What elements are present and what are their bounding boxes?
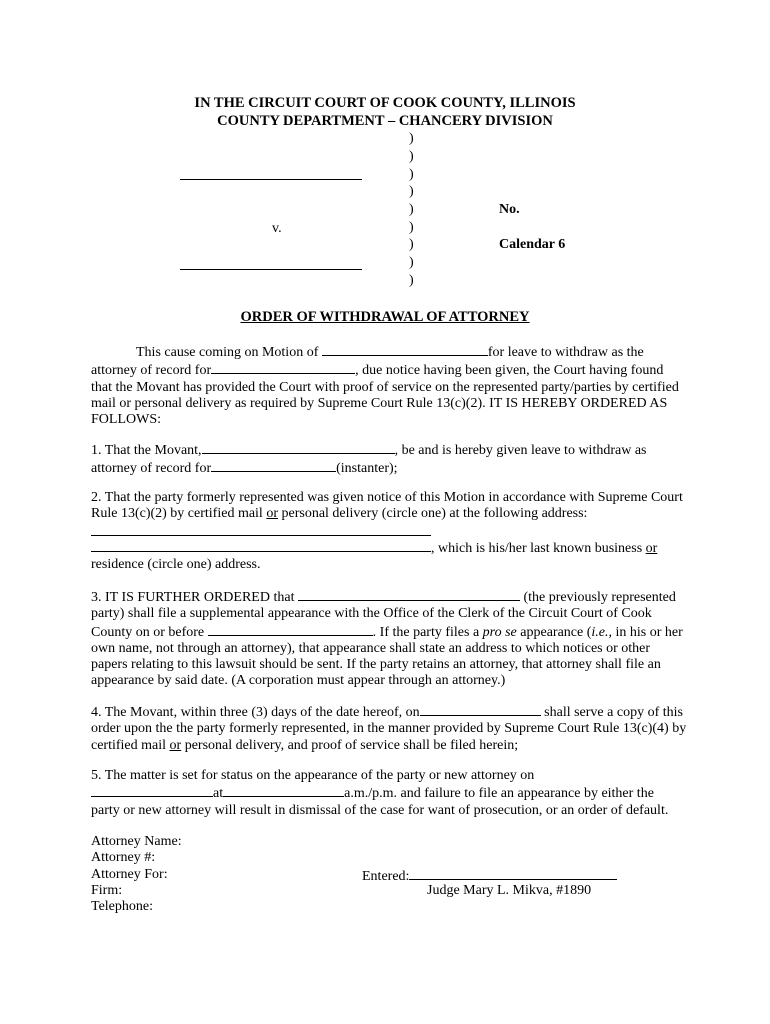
item3-text: . If the party files a bbox=[372, 624, 483, 640]
attorney-for-label: Attorney For: bbox=[91, 866, 168, 882]
movant-blank[interactable] bbox=[202, 441, 395, 454]
ie-text: i.e., bbox=[591, 624, 612, 640]
paragraph-3 bbox=[91, 588, 687, 690]
item5-text: a.m./p.m. and failure to file an appearance by either the bbox=[344, 786, 654, 802]
party-represented-blank[interactable] bbox=[211, 361, 355, 374]
item3-text: 3. IT IS FURTHER ORDERED that bbox=[91, 590, 298, 605]
paragraph-2 bbox=[91, 490, 687, 573]
intro-text: This cause coming on Motion of bbox=[136, 345, 322, 360]
intro-text: FOLLOWS: bbox=[91, 412, 161, 428]
judge-name: Judge Mary L. Mikva, #1890 bbox=[427, 883, 592, 898]
or-option: or bbox=[169, 737, 182, 753]
attorney-of-record-blank[interactable] bbox=[211, 459, 336, 472]
address-line-2-blank[interactable] bbox=[91, 539, 431, 552]
item2-text: Rule 13(c)(2) by certified mail bbox=[91, 506, 267, 522]
status-date-blank[interactable] bbox=[91, 784, 213, 797]
address-line-1-blank[interactable] bbox=[91, 523, 431, 536]
item4-text: order upon the the party formerly represented, in the manner provided by Supreme Court Rule 13(c)(4) by bbox=[91, 721, 687, 737]
movant-name-blank[interactable] bbox=[322, 343, 488, 356]
intro-text: attorney of record for bbox=[91, 363, 212, 379]
defendant-line[interactable] bbox=[180, 269, 362, 270]
calendar-label: Calendar 6 bbox=[499, 237, 566, 252]
item1-text: (instanter); bbox=[336, 461, 398, 477]
represented-party-blank[interactable] bbox=[298, 588, 520, 601]
court-name-heading: IN THE CIRCUIT COURT OF COOK COUNTY, ILLINOIS bbox=[194, 95, 576, 111]
division-heading: COUNTY DEPARTMENT – CHANCERY DIVISION bbox=[217, 113, 553, 129]
item3-text: papers relating to this lawsuit should be sent. If the party retains an attorney, that attorney shall file an bbox=[91, 657, 661, 673]
intro-text: mail or personal delivery as required by Supreme Court Rule 13(c)(2). IT IS HEREBY ORDERED AS bbox=[91, 395, 668, 411]
caption-paren: ) bbox=[409, 220, 414, 235]
item2-text: , which is his/her last known business bbox=[431, 540, 646, 556]
entered-label: Entered: bbox=[362, 869, 410, 884]
pro-se-text: pro se bbox=[482, 624, 517, 640]
item2-text: personal delivery (circle one) at the following address: bbox=[278, 506, 588, 522]
paragraph-4 bbox=[91, 703, 687, 754]
caption-paren: ) bbox=[409, 167, 414, 182]
telephone-label: Telephone: bbox=[91, 899, 153, 915]
item3-text: (the previously represented bbox=[519, 590, 676, 605]
item4-text: 4. The Movant, within three (3) days of the date hereof, on bbox=[91, 705, 420, 720]
item3-text: party) shall file a supplemental appearance with the Office of the Clerk of the Circuit Court of Cook bbox=[91, 606, 652, 622]
attorney-number-label: Attorney #: bbox=[91, 850, 156, 866]
item5-text: at bbox=[213, 786, 224, 802]
deadline-date-blank[interactable] bbox=[208, 623, 373, 636]
item3-text: own name, not through an attorney), that appearance shall state an address to which notices or other bbox=[91, 640, 651, 656]
item3-text: in his or her bbox=[611, 624, 683, 640]
intro-text: that the Movant has provided the Court with proof of service on the represented party/parties by certified bbox=[91, 379, 679, 395]
intro-paragraph bbox=[91, 343, 687, 428]
caption-paren: ) bbox=[409, 237, 414, 252]
caption-paren: ) bbox=[409, 184, 414, 199]
caption-paren: ) bbox=[409, 273, 414, 288]
paragraph-5 bbox=[91, 768, 687, 819]
item1-text: attorney of record for bbox=[91, 461, 212, 477]
attorney-name-label: Attorney Name: bbox=[91, 834, 182, 849]
caption-paren: ) bbox=[409, 202, 414, 217]
item4-text: certified mail bbox=[91, 737, 170, 753]
attorney-info-block bbox=[91, 834, 291, 915]
judge-signature-blank[interactable] bbox=[409, 867, 617, 880]
caption-paren: ) bbox=[409, 255, 414, 270]
item5-text: party or new attorney will result in dismissal of the case for want of prosecution, or an order of default. bbox=[91, 802, 669, 818]
item2-text: 2. That the party formerly represented was given notice of this Motion in accordance with Supreme Court bbox=[91, 490, 683, 505]
or-option: or bbox=[266, 506, 278, 522]
item3-text: appearance by said date. (A corporation must appear through an attorney.) bbox=[91, 673, 506, 689]
service-date-blank[interactable] bbox=[420, 703, 541, 716]
item1-text: 1. That the Movant, bbox=[91, 443, 202, 458]
item3-text: appearance ( bbox=[516, 624, 592, 640]
versus-label: v. bbox=[272, 221, 282, 236]
order-title: ORDER OF WITHDRAWAL OF ATTORNEY bbox=[240, 309, 530, 325]
firm-label: Firm: bbox=[91, 882, 123, 898]
caption-paren: ) bbox=[409, 149, 414, 164]
or-option: or bbox=[645, 540, 658, 556]
status-time-blank[interactable] bbox=[223, 784, 344, 797]
intro-text: for leave to withdraw as the bbox=[487, 345, 644, 360]
item4-text: personal delivery, and proof of service shall be filed herein; bbox=[181, 737, 519, 753]
caption-paren: ) bbox=[409, 131, 414, 146]
plaintiff-line[interactable] bbox=[180, 179, 362, 180]
paragraph-1 bbox=[91, 441, 687, 478]
item2-text: residence (circle one) address. bbox=[91, 556, 261, 572]
intro-text: , due notice having been given, the Court having found bbox=[355, 363, 664, 379]
item1-text: , be and is hereby given leave to withdraw as bbox=[394, 443, 647, 458]
item5-text: 5. The matter is set for status on the appearance of the party or new attorney on bbox=[91, 768, 535, 783]
item3-text: County on or before bbox=[91, 624, 208, 640]
case-number-label: No. bbox=[499, 202, 520, 217]
item4-text: shall serve a copy of this bbox=[540, 705, 683, 720]
